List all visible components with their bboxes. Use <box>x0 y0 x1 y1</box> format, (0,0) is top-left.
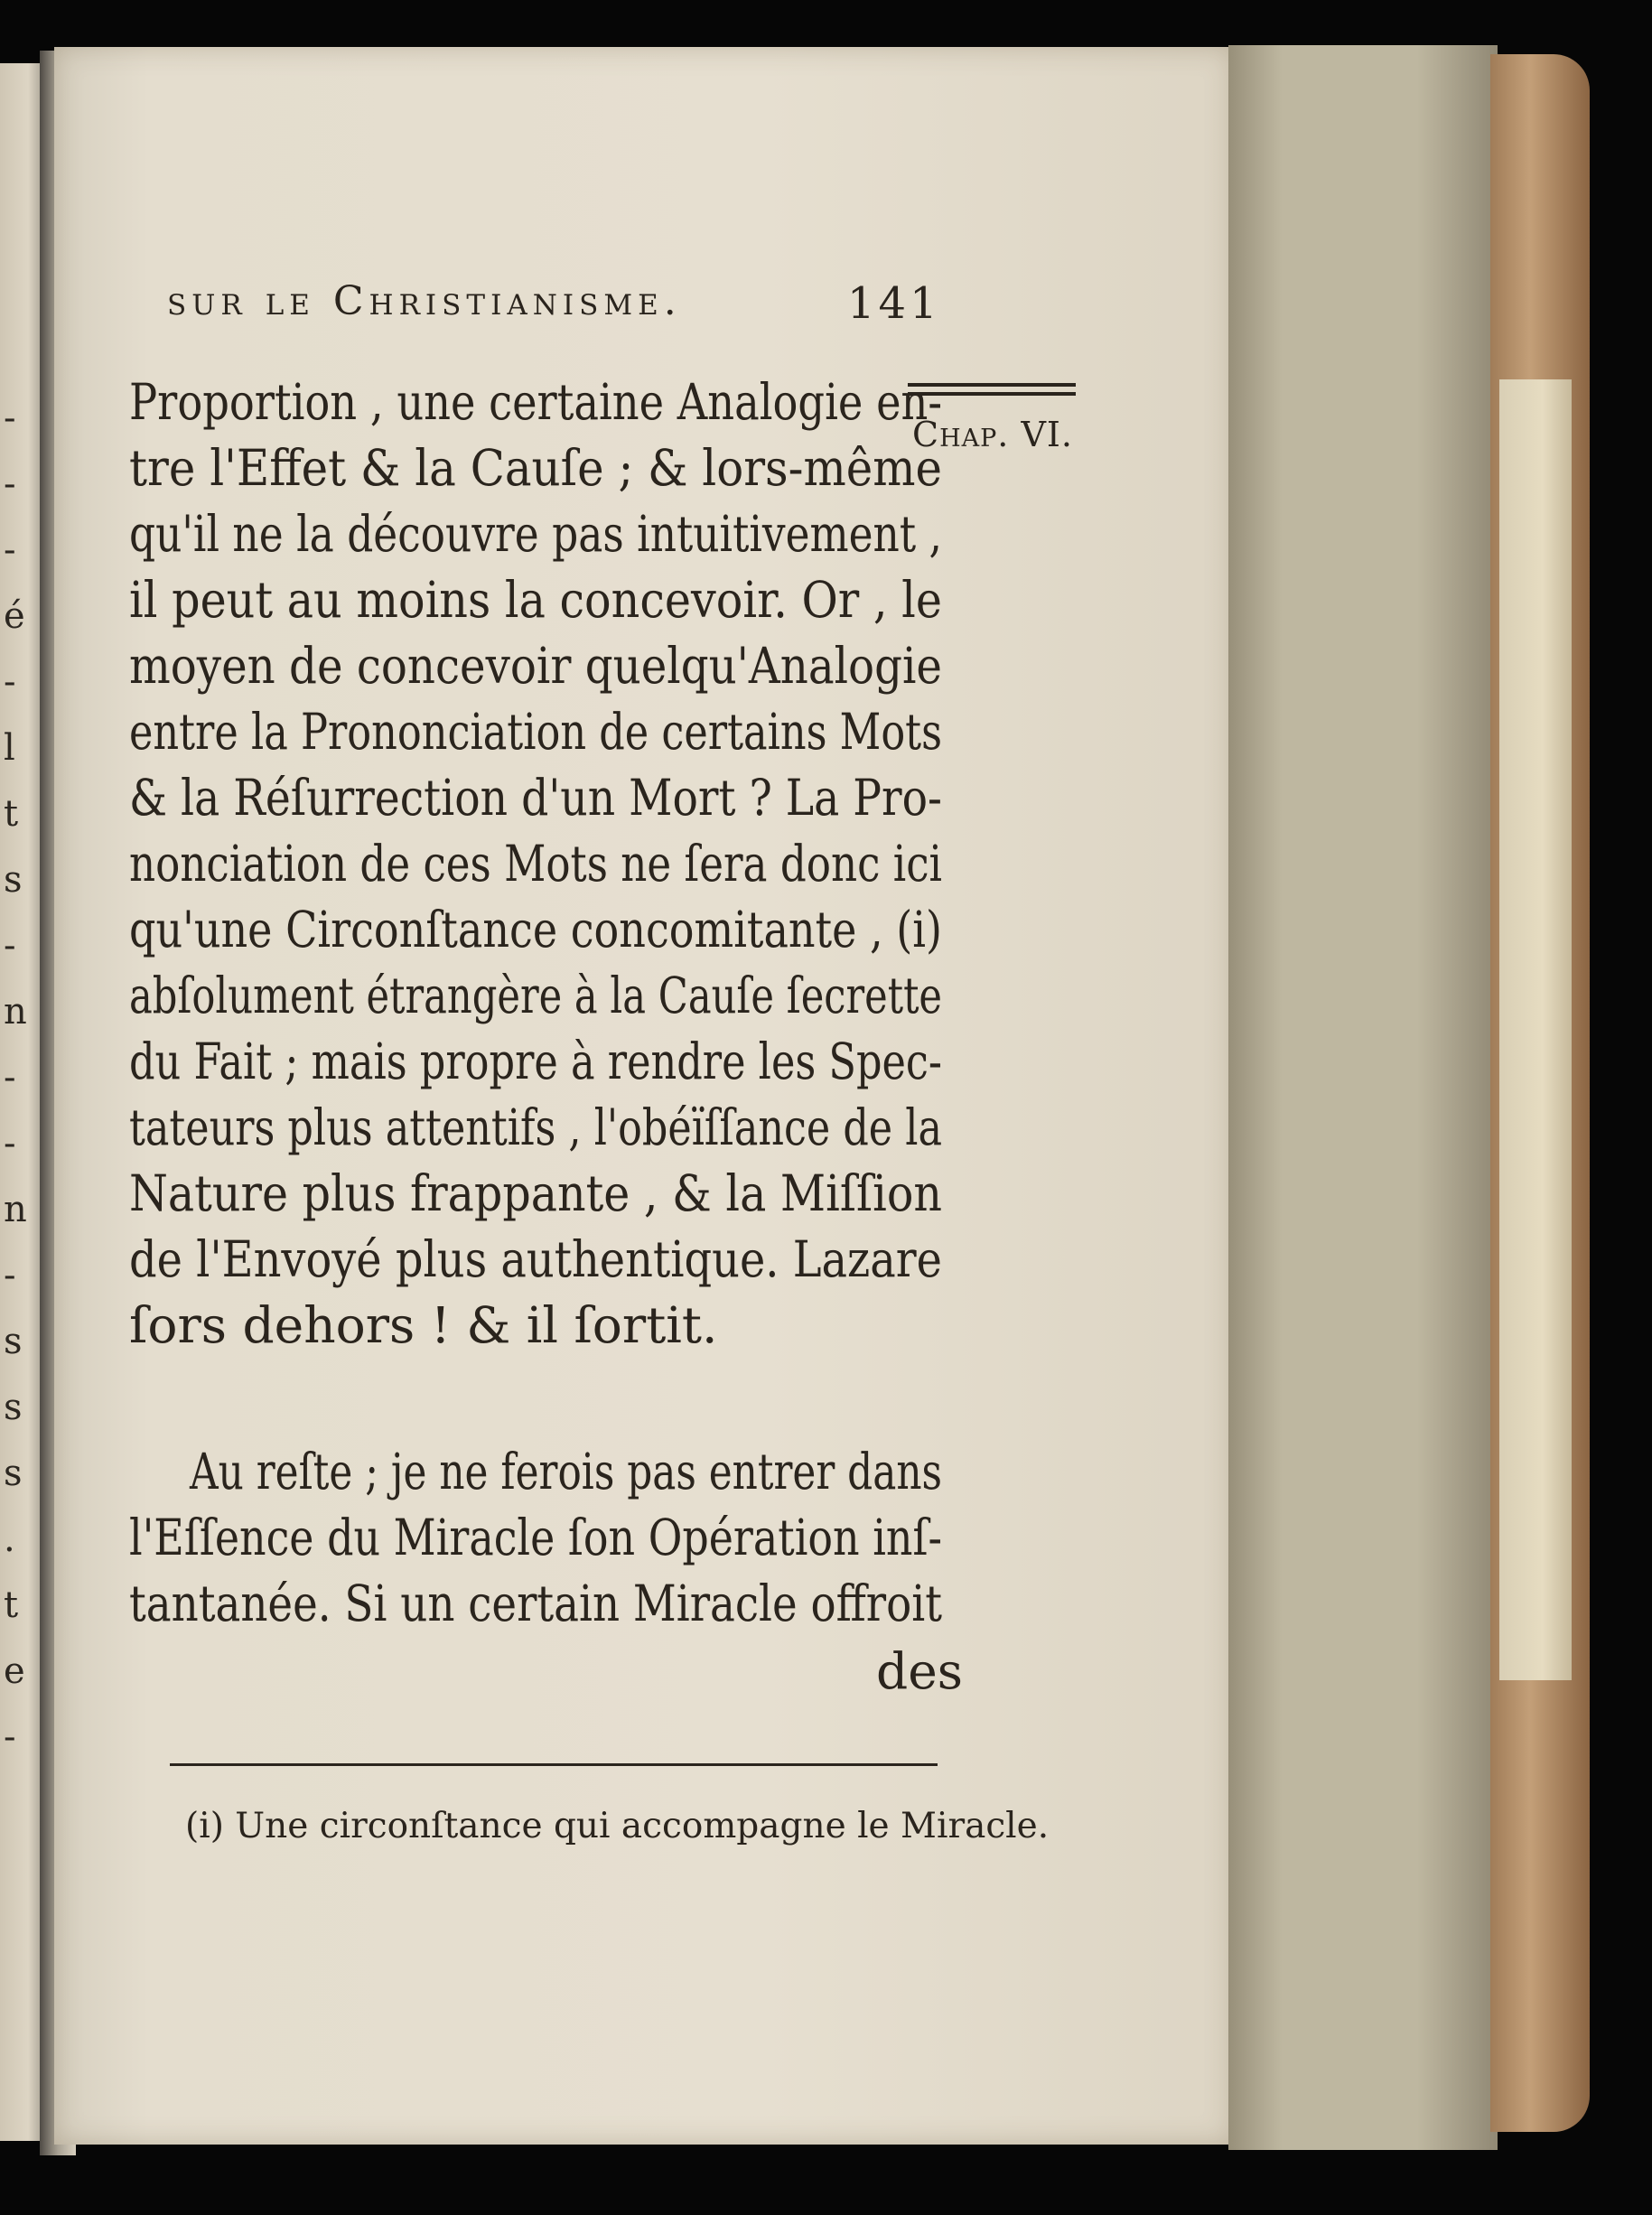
left-page-fragment: t <box>4 793 19 835</box>
body-line: de l'Envoyé plus authentique. Lazare <box>129 1230 942 1288</box>
left-page-fragment: s <box>4 859 23 901</box>
page-edges-shade <box>1228 45 1498 2150</box>
left-page-fragment: - <box>4 397 16 439</box>
body-line: moyen de concevoir quelqu'Analogie <box>129 637 942 695</box>
left-page-fragment: - <box>4 925 16 967</box>
left-page-fragment: é <box>4 595 25 637</box>
binding-vellum-patch <box>1499 379 1572 1680</box>
left-page-fragment: s <box>4 1453 23 1494</box>
body-line: qu'une Circonſtance concomitante , (i) <box>129 901 942 958</box>
left-page-fragment: - <box>4 1716 16 1758</box>
body-line: qu'il ne la découvre pas intuitivement , <box>129 505 942 563</box>
running-title: sur le Christianisme. <box>167 278 682 324</box>
left-page-fragment: n <box>4 991 27 1033</box>
left-page-fragment: - <box>4 1057 16 1098</box>
body-line: abſolument étrangère à la Cauſe ſecrette <box>129 967 942 1024</box>
body-line: du Fait ; mais propre à rendre les Spec- <box>129 1033 942 1090</box>
body-line: Nature plus frappante , & la Miſſion <box>129 1164 942 1222</box>
left-page-fragment: s <box>4 1387 23 1428</box>
body-line: Proportion , une certaine Analogie en- <box>129 373 942 431</box>
body-line: tantanée. Si un certain Miracle offroit <box>129 1575 942 1632</box>
left-page-fragment: - <box>4 661 16 703</box>
body-line: l'Eſſence du Miracle ſon Opération inſ- <box>129 1509 942 1566</box>
left-page-fragment: - <box>4 1123 16 1164</box>
body-line: tateurs plus attentifs , l'obéïſſance de la <box>129 1098 942 1156</box>
body-line: nonciation de ces Mots ne ſera donc ici <box>129 835 942 893</box>
body-line: & la Réſurrection d'un Mort ? La Pro- <box>129 769 942 827</box>
body-line: Au reſte ; je ne ferois pas entrer dans <box>190 1443 942 1500</box>
left-page-fragment: t <box>4 1584 19 1626</box>
marginal-note: Chap. VI. <box>912 415 1073 454</box>
left-page-fragment: l <box>4 727 15 769</box>
body-line: ſors dehors ! & il ſortit. <box>129 1296 718 1354</box>
left-page-fragment: s <box>4 1321 23 1362</box>
left-page-fragment: e <box>4 1650 25 1692</box>
body-line: entre la Prononciation de certains Mots <box>129 703 942 761</box>
left-page-fragment: - <box>4 1255 16 1296</box>
page-number: 141 <box>847 278 941 329</box>
left-page-fragment: - <box>4 463 16 505</box>
body-line: tre l'Effet & la Cauſe ; & lors-même <box>129 439 942 497</box>
left-page-fragment: - <box>4 529 16 571</box>
footnote: (i) Une circonſtance qui accompagne le Miracle. <box>185 1806 1050 1846</box>
body-line: il peut au moins la concevoir. Or , le <box>129 571 942 629</box>
catchword: des <box>876 1642 963 1700</box>
left-page-fragment: n <box>4 1189 27 1230</box>
footnote-rule <box>170 1763 938 1766</box>
left-page-fragment: . <box>4 1519 15 1560</box>
